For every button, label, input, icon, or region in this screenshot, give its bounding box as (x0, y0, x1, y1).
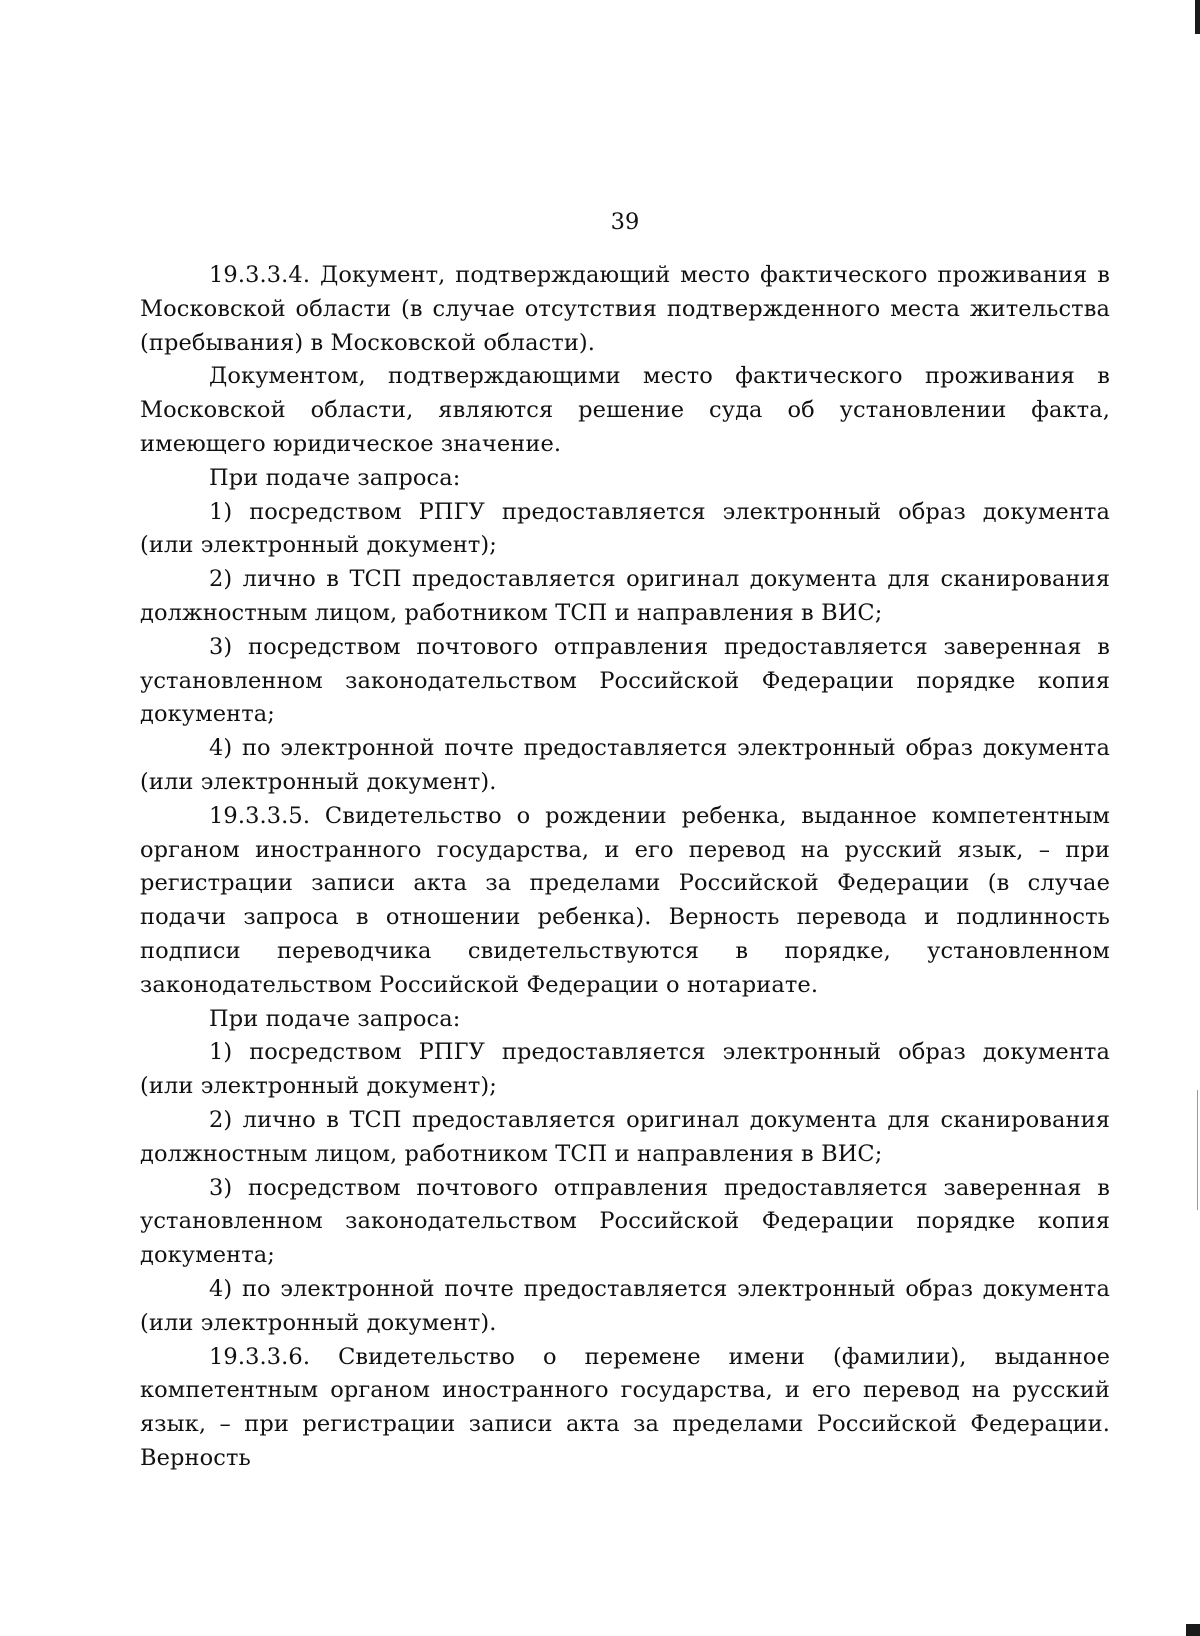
scan-border-right-line (1197, 1090, 1198, 1210)
list-item-email-2: 4) по электронной почте предоставляется электронный образ документа (или электронный документ). (140, 1275, 1110, 1336)
list-item-postal: 3) посредством почтового отправления предоставляется заверенная в установленном законодательством Российской Федерации порядке копия документа; (140, 633, 1110, 728)
list-item-rpgu-2: 1) посредством РПГУ предоставляется электронный образ документа (или электронный документ); (140, 1039, 1110, 1100)
paragraph-19-3-3-6: 19.3.3.6. Свидетельство о перемене имени (фамилии), выданное компетентным органом иностранного государства, и его перевод на русский язык, – при регистрации записи акта за пределами Российской Федерации. Верность (140, 1343, 1110, 1471)
scan-border-top-right (1195, 0, 1200, 34)
list-item-email: 4) по электронной почте предоставляется электронный образ документа (или электронный документ). (140, 735, 1110, 795)
paragraph-request-intro-2: При подаче запроса: (209, 1005, 461, 1032)
paragraph-request-intro: При подаче запроса: (209, 464, 461, 491)
paragraph-residence-documents: Документом, подтверждающими место фактического проживания в Московской области, являются решение суда об установлении факта, имеющего юридическое значение. (140, 363, 1110, 457)
list-item-postal-2: 3) посредством почтового отправления предоставляется заверенная в установленном законодательством Российской Федерации порядке копия документа; (140, 1174, 1110, 1269)
document-page (140, 204, 1110, 1476)
page-number: 39 (610, 209, 640, 235)
scan-border-bottom-right (1186, 1624, 1200, 1636)
list-item-rpgu: 1) посредством РПГУ предоставляется электронный образ документа (или электронный документ); (140, 498, 1110, 559)
list-item-tsp: 2) лично в ТСП предоставляется оригинал документа для сканирования должностным лицом, работником ТСП и направления в ВИС; (140, 566, 1110, 626)
paragraph-19-3-3-5: 19.3.3.5. Свидетельство о рождении ребенка, выданное компетентным органом иностранного государства, и его перевод на русский язык, – при регистрации записи акта за пределами Российской Федерации (в случае подачи запроса в отношении ребенка). Верность перевода и подлинность подписи переводчика свидетельствуются в порядке, установленном законодательством Российской Федерации о нотариате. (140, 802, 1110, 998)
paragraph-19-3-3-4: 19.3.3.4. Документ, подтверждающий место фактического проживания в Московской области (в случае отсутствия подтвержденного места жительства (пребывания) в Московской области). (140, 262, 1110, 356)
list-item-tsp-2: 2) лично в ТСП предоставляется оригинал документа для сканирования должностным лицом, работником ТСП и направления в ВИС; (140, 1106, 1110, 1167)
